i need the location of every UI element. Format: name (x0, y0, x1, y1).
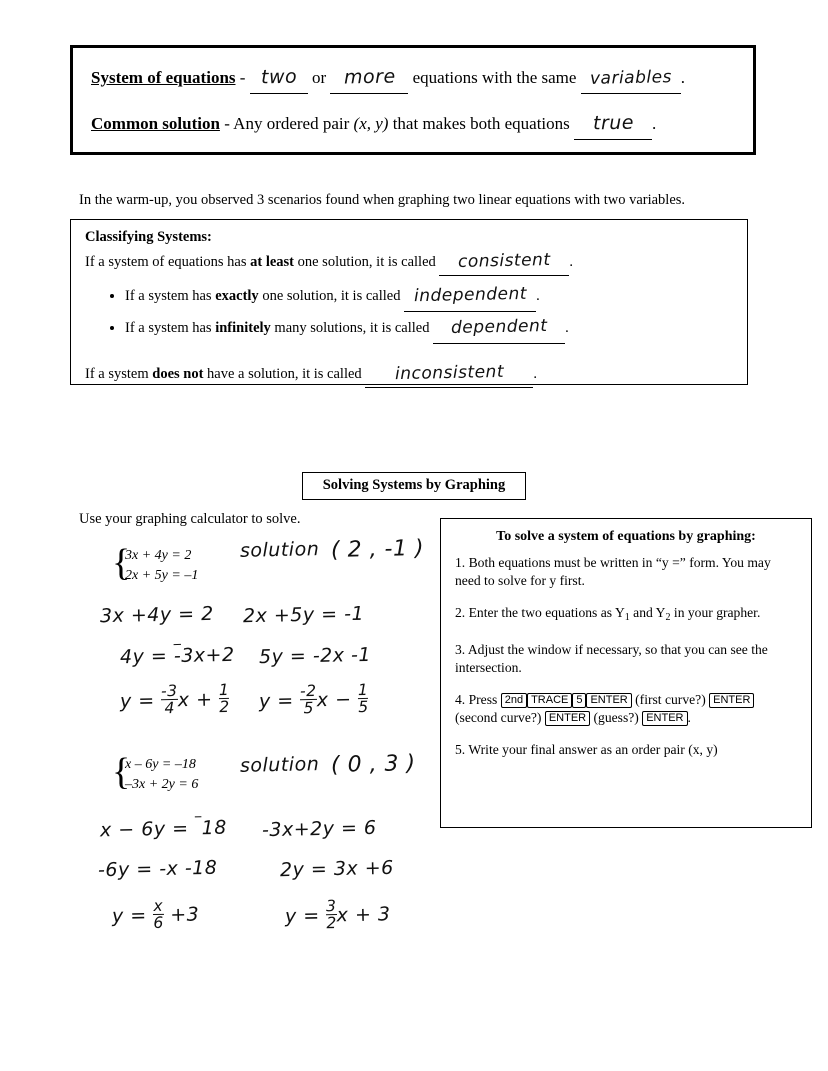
definition-system-of-equations (91, 62, 735, 94)
classifying-line1-b: at least (250, 254, 294, 270)
problem-2-equation-2: –3x + 2y = 6 (125, 777, 199, 792)
panel-step-2 (455, 604, 797, 627)
definition-text-1: equations with the same (412, 68, 577, 87)
blank-independent: independent (404, 280, 536, 312)
blank-dependent: dependent (433, 312, 565, 344)
problem-2-system (112, 751, 199, 795)
classifying-line1-c: one solution, it is called (297, 254, 436, 270)
step2-b: and Y (629, 605, 666, 620)
classifying-systems-box (70, 219, 748, 385)
definition-text-2: - Any ordered pair (224, 114, 350, 133)
bullet2-a: If a system has (125, 320, 212, 336)
problem-1-solution-value: ( 2 , -1 ) (330, 536, 425, 563)
section-title-solving-systems: Solving Systems by Graphing (302, 472, 526, 500)
problem-2-solution (240, 752, 416, 777)
step4-mid2: (second curve?) (455, 710, 542, 725)
step4-mid3: (guess?) (593, 710, 639, 725)
panel-step-1: 1. Both equations must be written in “y =” form. You may need to solve for y first. (455, 555, 771, 588)
blank-inconsistent: inconsistent (365, 360, 533, 388)
step2-c: in your grapher. (670, 605, 761, 620)
definition-dash: - (239, 68, 246, 87)
classifying-bullet-2: • If a system has infinitely many solutions, it is called dependent . (125, 312, 733, 344)
term-common-solution: Common solution (91, 114, 220, 133)
brace-2: { (112, 751, 131, 793)
classifying-line2-b: does not (152, 366, 204, 382)
problem-1-equation-1: 3x + 4y = 2 (125, 548, 192, 563)
classifying-line2-a: If a system (85, 366, 149, 382)
key-enter-1-icon: ENTER (586, 693, 631, 708)
problem-2-work-left-line-2: -6y = -x -18 (97, 856, 218, 882)
key-enter-3-icon: ENTER (545, 711, 590, 726)
problem-2-equation-1: x – 6y = –18 (125, 757, 196, 772)
brace-1: { (112, 542, 131, 584)
blank-more: more (330, 62, 408, 94)
blank-consistent: consistent (439, 248, 569, 276)
problem-2-solution-value: ( 0 , 3 ) (330, 751, 417, 778)
blank-two: two (250, 62, 308, 94)
key-enter-4-icon: ENTER (642, 711, 687, 726)
panel-step-3: 3. Adjust the window if necessary, so that you can see the intersection. (455, 642, 768, 675)
definition-or: or (311, 68, 327, 87)
blank-true: true (574, 108, 652, 140)
step2-sub2: 2 (665, 612, 671, 623)
problem-1-work-left-line-3: y = $\frac{-3}{4}$ x + $\frac{1}{2}$ (119, 680, 230, 718)
panel-step-5: 5. Write your final answer as an order pair (x, y) (455, 742, 718, 757)
period-1: . (680, 68, 685, 87)
step2-a: 2. Enter the two equations as Y (455, 605, 625, 620)
definition-common-solution (91, 108, 735, 140)
problem-1-work-left-line-2: 4y = -3x+2 (119, 643, 235, 669)
bullet2-b: infinitely (215, 320, 271, 336)
instruction-use-calculator: Use your graphing calculator to solve. (79, 511, 301, 527)
problem-2-solution-label: solution (239, 753, 320, 777)
problem-1-work-right-line-2: 5y = -2x -1 (258, 643, 372, 669)
classifying-line2-c: have a solution, it is called (207, 366, 362, 382)
definition-text-3: that makes both equations (392, 114, 570, 133)
step4-end: . (687, 710, 691, 725)
panel-step-4 (455, 691, 797, 727)
classifying-line-1: If a system of equations has at least one solution, it is called consistent . (85, 248, 733, 276)
warmup-text: In the warm-up, you observed 3 scenarios found when graphing two linear equations with two variables. (79, 192, 686, 208)
problem-2-work-right-line-2: 2y = 3x +6 (279, 856, 394, 882)
bullet1-a: If a system has (125, 288, 212, 304)
bullet2-c: many solutions, it is called (274, 320, 430, 336)
ordered-pair: (x, y) (353, 114, 389, 133)
problem-2-work-left-line-1: x − 6y = 18 (99, 816, 228, 842)
how-to-panel (440, 518, 812, 828)
problem-1-solution (240, 537, 424, 562)
period-2: . (652, 114, 657, 133)
classifying-line1-a: If a system of equations has (85, 254, 247, 270)
problem-1-work-right-line-3: y = $\frac{-2}{5}$ x − $\frac{1}{5}$ (258, 680, 369, 718)
problem-2-work-right-line-1: -3x+2y = 6 (261, 816, 377, 842)
classifying-bullet-1: • If a system has exactly one solution, it is called independent . (125, 280, 733, 312)
problem-1-solution-label: solution (239, 538, 320, 562)
step4-pre: 4. Press (455, 692, 498, 707)
key-enter-2-icon: ENTER (709, 693, 754, 708)
classifying-heading: Classifying Systems: (85, 229, 212, 245)
step4-mid1: (first curve?) (635, 692, 706, 707)
definitions-box (70, 45, 756, 155)
classifying-bullets (85, 280, 733, 344)
key-5-icon: 5 (572, 693, 586, 708)
key-2nd-icon: 2nd (501, 693, 527, 708)
problem-1-equation-2: 2x + 5y = –1 (125, 568, 199, 583)
step2-sub1: 1 (624, 612, 630, 623)
blank-variables: variables (581, 63, 681, 94)
term-system-of-equations: System of equations (91, 68, 236, 87)
key-trace-icon: TRACE (527, 693, 572, 708)
problem-1-work-right-line-1: 2x +5y = -1 (242, 602, 365, 628)
problem-2-work-right-line-3: y = $\frac{3}{2}$ x + 3 (284, 897, 391, 933)
bullet1-c: one solution, it is called (262, 288, 401, 304)
panel-title: To solve a system of equations by graphing: (496, 529, 756, 544)
problem-1-system (112, 542, 199, 586)
problem-1-work-left-line-1: 3x +4y = 2 (99, 602, 214, 628)
problem-2-work-left-line-3: y = $\frac{x}{6}$ +3 (111, 896, 200, 933)
classifying-line-2: If a system does not have a solution, it is called inconsistent . (85, 360, 733, 388)
bullet1-b: exactly (215, 288, 259, 304)
